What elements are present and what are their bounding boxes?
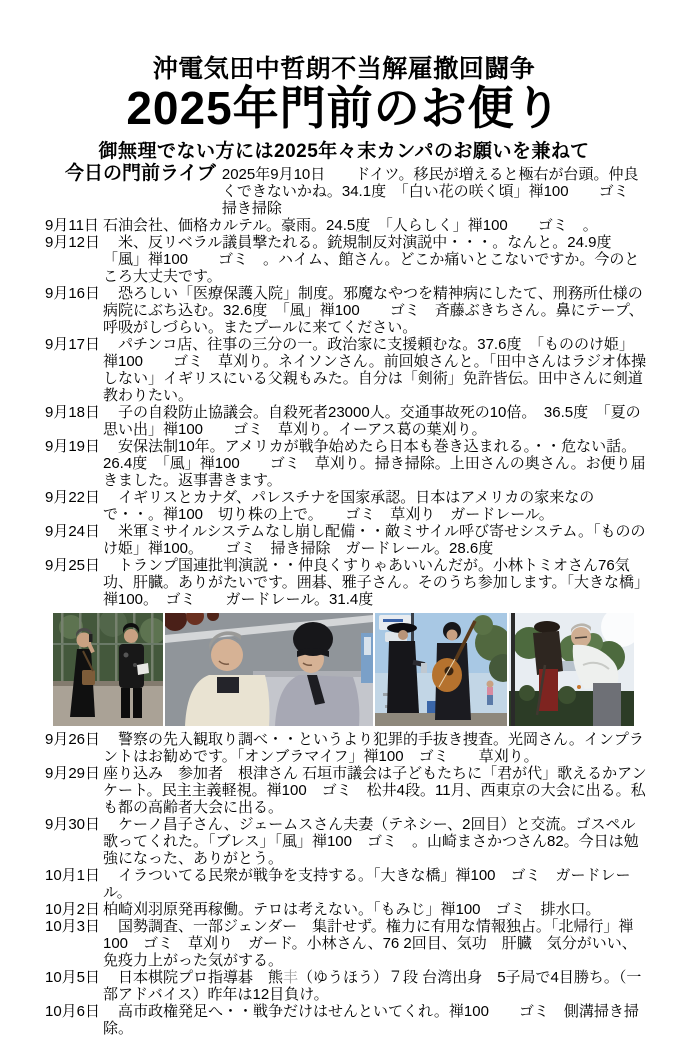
photo-strip xyxy=(53,613,648,726)
entry-text: イギリスとカナダ、パレスチナを国家承認。日本はアメリカの家来なので・・。禅100 切り株の上で。 ゴミ 草刈り ガードレール。 xyxy=(103,489,595,524)
diary-entry xyxy=(45,285,648,336)
live-entry xyxy=(45,163,659,218)
entry-date: 9月24日 xyxy=(45,523,101,541)
entry-date: 9月25日 xyxy=(45,557,101,575)
photo-two-elderly-women xyxy=(165,613,373,726)
diary-entry xyxy=(45,557,648,608)
diary-entry xyxy=(45,765,648,816)
entry-date: 10月5日 xyxy=(45,969,101,987)
entry-text: イラついてる民衆が戦争を支持する。「大きな橋」禅100 ゴミ ガードレール。 xyxy=(103,867,631,902)
diary-entry xyxy=(45,489,648,523)
entry-date: 9月11日 xyxy=(45,217,99,235)
entry-text: トランプ国連批判演説・・仲良くすりゃあいいんだが。小林トミオさん76気功、肝臓。ありがたいです。囲碁、雅子さん。そのうち参加します。「大きな橋」禅100。 ゴミ ガードレール。31.4度 xyxy=(103,557,642,609)
entry-date: 9月29日 xyxy=(45,765,101,783)
diary-entries xyxy=(0,162,688,1037)
entry-date: 10月6日 xyxy=(45,1003,101,1021)
struggle-headline: 沖電気田中哲朗不当解雇撤回闘争 xyxy=(152,55,536,83)
diary-entry xyxy=(45,918,648,969)
page-title: 2025年門前のお便り xyxy=(126,82,562,135)
masthead xyxy=(0,56,688,162)
entry-date: 9月26日 xyxy=(45,731,101,749)
diary-entry xyxy=(45,816,648,867)
entry-text: 安保法制10年。アメリカが戦争始めたら日本も巻き込まれる。・・危ない話。 26.4度 「風」禅100 ゴミ 草刈り。掃き掃除。上田さんの奥さん。お便り届きました。返事書きます。 xyxy=(103,438,646,490)
entry-text: 日本棋院プロ指導碁 熊丰（ゆうほう）７段 台湾出身 5子局で4目勝ち。（一部アドバイス）昨年は12目負け。 xyxy=(103,969,642,1004)
entry-date: 9月18日 xyxy=(45,404,101,422)
diary-entry xyxy=(45,867,648,901)
diary-entry xyxy=(45,731,648,765)
live-text: 2025年9月10日 ドイツ。移民が増えると極右が台頭。仲良くできないかね。34.1度 「白い花の咲く頃」禅100 ゴミ 掃き掃除 xyxy=(221,166,659,218)
entry-text: 柏崎刈羽原発再稼働。テロは考えない。「もみじ」禅100 ゴミ 排水口。 xyxy=(103,901,601,919)
diary-entry xyxy=(45,523,648,557)
entry-text: 石油会社、価格カルテル。豪雨。24.5度 「人らしく」禅100 ゴミ 。 xyxy=(103,217,598,235)
entry-text: 子の自殺防止協議会。自殺死者23000人。交通事故死の10倍。 36.5度 「夏の思い出」禅100 ゴミ 草刈り。イーアス葛の葉刈り。 xyxy=(103,404,641,439)
entries-bottom xyxy=(45,731,648,1037)
entry-text: 高市政権発足へ・・戦争だけはせんといてくれ。禅100 ゴミ 側溝掃き掃除。 xyxy=(103,1003,639,1037)
photo-guitar-duo xyxy=(375,613,507,726)
entry-text: 座り込み 参加者 根津さん 石垣市議会は子どもたちに「君が代」歌えるかアンケート。民主主義軽視。禅100 ゴミ 松井4段。11月、西東京の大会に出る。私も都の高齢者大会に出る。 xyxy=(103,765,647,817)
live-label: 今日の門前ライブ xyxy=(65,163,216,185)
entry-text: 米軍ミサイルシステムなし崩し配備・・敵ミサイル呼び寄せシステム。「もののけ姫」禅100。 ゴミ 掃き掃除 ガードレール。28.6度 xyxy=(103,523,646,558)
entry-date: 9月22日 xyxy=(45,489,101,507)
diary-entry xyxy=(45,217,648,234)
entry-text: 警察の先入観取り調べ・・というより犯罪的手抜き捜査。光岡さん。インプラントはお勧めです。「オンブラマイフ」禅100 ゴミ 草刈り。 xyxy=(103,731,644,766)
diary-entry xyxy=(45,234,648,285)
diary-entry xyxy=(45,336,648,404)
diary-entry xyxy=(45,901,648,918)
diary-entry xyxy=(45,438,648,489)
diary-entry xyxy=(45,969,648,1003)
appeal-subtitle: 御無理でない方には2025年々末カンパのお願いを兼ねて xyxy=(98,140,590,162)
entry-text: パチンコ店、往事の三分の一。政治家に支援頼むな。37.6度 「もののけ姫」禅100 ゴミ 草刈り。ネイソンさん。前回娘さんと。「田中さんはラジオ体操しない」イギリスにいる父親もみた。自分は「剣術」免許皆伝。田中さんに剣道教わりたい。 xyxy=(103,336,647,405)
diary-entry xyxy=(45,1003,648,1037)
entry-date: 9月17日 xyxy=(45,336,101,354)
entry-date: 9月16日 xyxy=(45,285,101,303)
photo-outdoor-work xyxy=(509,613,634,726)
entries-top xyxy=(45,217,648,608)
photo-gate-singers xyxy=(53,613,163,726)
entry-date: 10月3日 xyxy=(45,918,101,936)
entry-date: 9月30日 xyxy=(45,816,101,834)
entry-text: 恐ろしい「医療保護入院」制度。邪魔なやつを精神病にしたて、刑務所仕様の病院にぶち込む。32.6度 「風」禅100 ゴミ 斉藤ぶきちさん。鼻にテープ、呼吸がしづらい。またプールに来てください。 xyxy=(103,285,644,337)
entry-date: 9月19日 xyxy=(45,438,101,456)
entry-date: 9月12日 xyxy=(45,234,101,252)
entry-date: 10月1日 xyxy=(45,867,101,885)
fallback-glyph: 丰 xyxy=(283,969,299,987)
entry-date: 10月2日 xyxy=(45,901,101,919)
diary-entry xyxy=(45,404,648,438)
entry-text: 米、反リベラル議員撃たれる。銃規制反対演説中・・・。なんと。24.9度 「風」禅100 ゴミ 。ハイム、館さん。どこか痛いとこないですか。今のところ大丈夫です。 xyxy=(103,234,640,286)
entry-text: 国勢調査、一部ジェンダー 集計せず。権力に有用な情報独占。「北帰行」禅100 ゴミ 草刈り ガード。小林さん、76 2回目、気功 肝臓 気分がいい、免疫力上がった気がする。 xyxy=(103,918,637,970)
entry-text: ケーノ昌子さん、ジェームスさん夫妻（テネシー、2回目）と交流。ゴスペル歌ってくれた。「ブレス」「風」禅100 ゴミ 。山崎まさかつさん82。今日は勉強になった、ありがとう。 xyxy=(103,816,639,868)
